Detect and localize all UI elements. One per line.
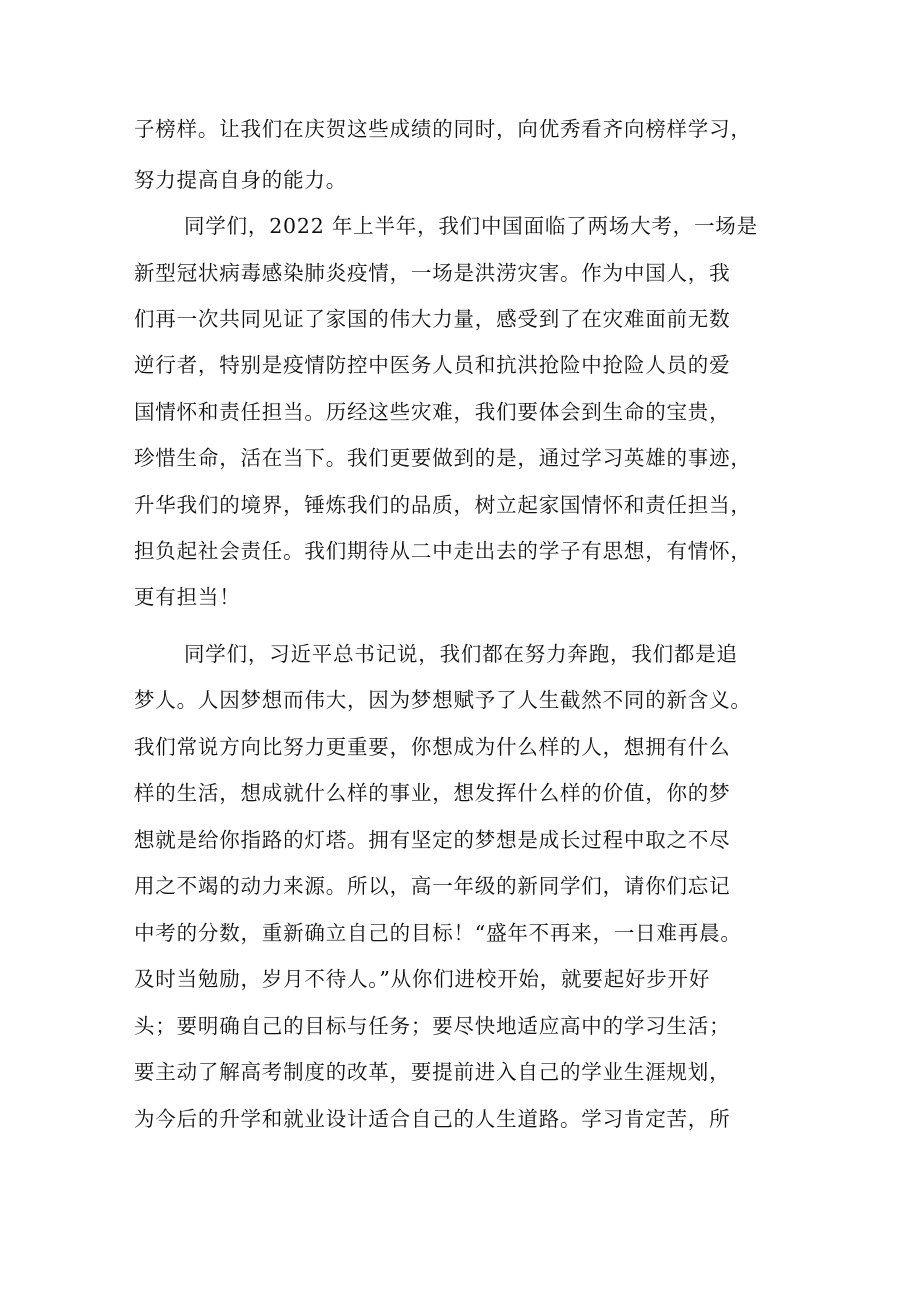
text-line: 们再一次共同见证了家国的伟大力量，感受到了在灾难面前无数 xyxy=(134,307,731,331)
text-line: 升华我们的境界，锤炼我们的品质，树立起家国情怀和责任担当， xyxy=(134,493,752,517)
text-line: 国情怀和责任担当。历经这些灾难，我们要体会到生命的宝贵， xyxy=(134,400,731,424)
text-line: 中考的分数，重新确立自己的目标！“盛年不再来，一日难再晨。 xyxy=(134,921,742,945)
text-line: 逆行者，特别是疫情防控中医务人员和抗洪抢险中抢险人员的爱 xyxy=(134,353,731,377)
text-line: 努力提高自身的能力。 xyxy=(134,168,347,192)
text-line: 用之不竭的动力来源。所以，高一年级的新同学们，请你们忘记 xyxy=(134,874,731,898)
text-line: 及时当勉励，岁月不待人。”从你们进校开始，就要起好步开好 xyxy=(134,967,711,991)
paragraph-start-line: 同学们，习近平总书记说，我们都在努力奔跑，我们都是追 xyxy=(184,642,738,666)
text-line: 更有担当！ xyxy=(134,585,241,609)
text-line: 为今后的升学和就业设计适合自己的人生道路。学习肯定苦，所 xyxy=(134,1107,731,1131)
text-line: 样的生活，想成就什么样的事业，想发挥什么样的价值，你的梦 xyxy=(134,781,731,805)
text-line: 新型冠状病毒感染肺炎疫情，一场是洪涝灾害。作为中国人，我 xyxy=(134,261,731,285)
text-line: 子榜样。让我们在庆贺这些成绩的同时，向优秀看齐向榜样学习， xyxy=(134,117,752,141)
text-line: 想就是给你指路的灯塔。拥有坚定的梦想是成长过程中取之不尽 xyxy=(134,828,731,852)
text-line: 我们常说方向比努力更重要，你想成为什么样的人，想拥有什么 xyxy=(134,735,731,759)
text-line: 要主动了解高考制度的改革，要提前进入自己的学业生涯规划， xyxy=(134,1060,731,1084)
text-line: 担负起社会责任。我们期待从二中走出去的学子有思想，有情怀， xyxy=(134,539,752,563)
text-line: 珍惜生命，活在当下。我们更要做到的是，通过学习英雄的事迹， xyxy=(134,446,752,470)
paragraph-start-line: 同学们，2022 年上半年，我们中国面临了两场大考，一场是 xyxy=(184,214,758,238)
text-line: 头；要明确自己的目标与任务；要尽快地适应高中的学习生活； xyxy=(134,1014,731,1038)
text-line: 梦人。人因梦想而伟大，因为梦想赋予了人生截然不同的新含义。 xyxy=(134,688,752,712)
